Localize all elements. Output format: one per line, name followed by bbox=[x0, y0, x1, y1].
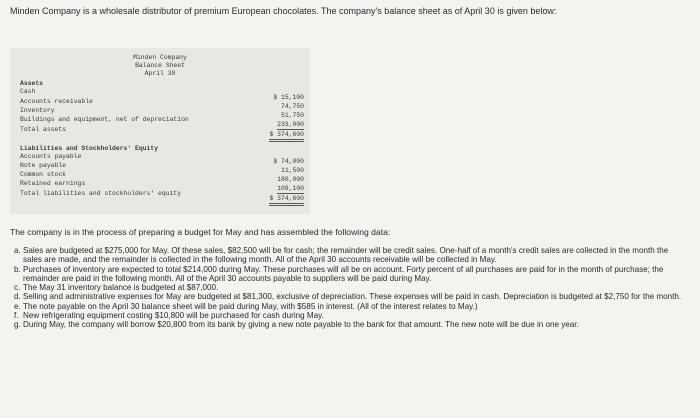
item-letter: g. bbox=[14, 320, 21, 330]
re-label: Retained earnings bbox=[20, 180, 86, 187]
cash-value: $ 15,100 bbox=[273, 94, 304, 101]
total-assets-value: $ 374,600 bbox=[269, 131, 304, 142]
balance-sheet bbox=[10, 48, 310, 214]
cash-label: Cash bbox=[20, 88, 36, 95]
cs-label: Common stock bbox=[20, 171, 67, 178]
list-item bbox=[14, 246, 686, 265]
item-letter: c. bbox=[14, 283, 21, 293]
total-le-label: Total liabilities and stockholders' equity bbox=[20, 190, 182, 197]
sheet-title: Balance Sheet bbox=[135, 62, 185, 69]
item-text: The note payable on the April 30 balance sheet will be paid during May, with $585 in interest. (All of the interest relates to May.) bbox=[23, 301, 478, 311]
item-text: New refrigerating equipment costing $10,800 will be purchased for cash during May. bbox=[23, 311, 324, 321]
sheet-date: April 30 bbox=[144, 70, 176, 77]
budget-data-list bbox=[14, 246, 686, 330]
list-item bbox=[14, 320, 686, 329]
inventory-value: 51,750 bbox=[280, 112, 304, 119]
total-le-value: $ 374,600 bbox=[269, 195, 304, 206]
list-item bbox=[14, 265, 686, 284]
total-assets-label: Total assets bbox=[20, 126, 67, 133]
np-label: Note payable bbox=[20, 162, 67, 169]
item-letter: d. bbox=[14, 292, 21, 302]
item-letter: f. bbox=[14, 311, 19, 321]
np-value: 11,500 bbox=[280, 167, 304, 174]
ap-label: Accounts payable bbox=[20, 153, 82, 160]
liabilities-heading: Liabilities and Stockholders' Equity bbox=[20, 145, 159, 152]
re-value: 109,100 bbox=[277, 185, 304, 192]
intro-paragraph: Minden Company is a wholesale distributor of premium European chocolates. The company's balance sheet as of April 30 is given below: bbox=[10, 6, 557, 16]
item-letter: e. bbox=[14, 301, 21, 311]
sheet-company: Minden Company bbox=[133, 54, 187, 61]
inventory-label: Inventory bbox=[20, 107, 55, 114]
ar-label: Accounts receivable bbox=[20, 98, 93, 105]
assets-heading: Assets bbox=[20, 80, 44, 87]
buildings-label: Buildings and equipment, net of depreciation bbox=[20, 116, 189, 123]
budget-lead: The company is in the process of preparing a budget for May and has assembled the following data: bbox=[10, 227, 391, 237]
list-item bbox=[14, 283, 686, 292]
item-letter: a. bbox=[14, 246, 21, 255]
item-text: The May 31 inventory balance is budgeted at $87,000. bbox=[23, 283, 219, 293]
cs-value: 180,000 bbox=[277, 176, 304, 183]
list-item bbox=[14, 311, 686, 320]
ap-value: $ 74,000 bbox=[273, 158, 304, 165]
list-item bbox=[14, 292, 686, 301]
item-text: During May, the company will borrow $20,800 from its bank by giving a new note payable to the bank for that amount. The new note will be due in one year. bbox=[23, 320, 579, 330]
list-item bbox=[14, 302, 686, 311]
item-letter: b. bbox=[14, 264, 21, 274]
item-text: Selling and administrative expenses for May are budgeted at $81,300, exclusive of depreciation. These expenses will be paid in cash. Depreciation is budgeted at $2,750 for the month. bbox=[23, 292, 682, 302]
buildings-value: 233,000 bbox=[277, 121, 304, 128]
ar-value: 74,750 bbox=[280, 103, 304, 110]
item-text: Sales are budgeted at $275,000 for May. Of these sales, $82,500 will be for cash; the remainder will be credit sales. One-half of a month's credit sales are collected in the month the sales are made, and the remainder is collected in the following month. All of the April 30 accounts receivable will be collected in May. bbox=[23, 246, 669, 265]
item-text: Purchases of inventory are expected to total $214,000 during May. These purchases will all be on account. Forty percent of all purchases are paid for in the month of purchase; the remainder are paid in the following month. All of the April 30 accounts payable to suppliers will be paid during May. bbox=[23, 264, 664, 283]
